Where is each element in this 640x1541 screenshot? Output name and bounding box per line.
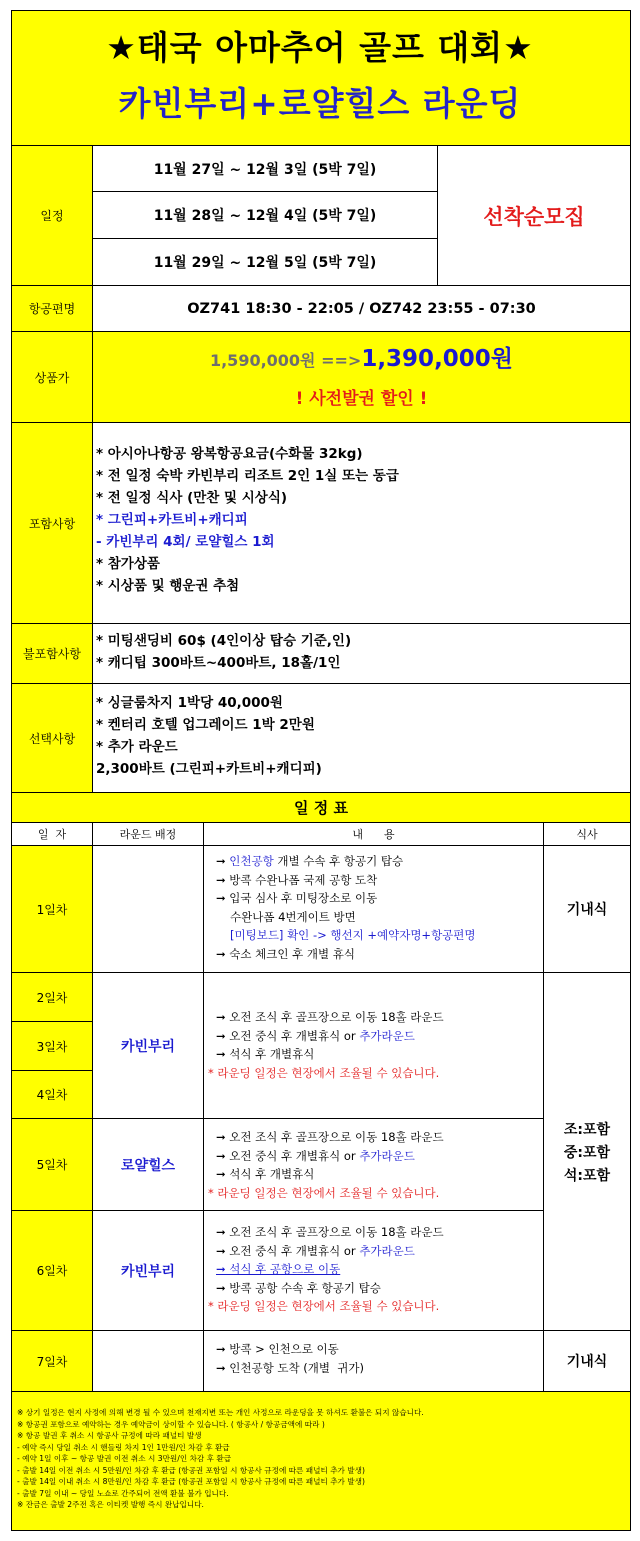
day1-content: ➞ 인천공항 개별 수속 후 항공기 탑승 ➞ 방콕 수완나폼 국제 공항 도착 ➞ 입국 심사 후 미팅장소로 이동 수완나폼 4번게이트 방면 [미팅보드] 확인 -> 행선지 +예약자명+항공편명 ➞ 숙소 체크인 후 개별 휴식 <box>216 854 476 961</box>
list-item: * 전 일정 식사 (만찬 및 시상식) <box>96 490 288 506</box>
schedule-date-2: 11월 28일 ~ 12월 4일 (5박 7일) <box>153 208 377 224</box>
page-title: ★태국 아마추어 골프 대회★ <box>106 28 534 67</box>
meal-days2-6: 조:포함 중:포함 석:포함 <box>563 1122 611 1184</box>
col-meal-header: 식사 <box>576 828 598 841</box>
page-subtitle: 카빈부리+로얄힐스 라운딩 <box>118 84 522 123</box>
day-3: 3일차 <box>36 1039 68 1054</box>
sale-price: 1,390,000원 <box>361 346 514 372</box>
day-2: 2일차 <box>36 990 68 1005</box>
excluded-label: 불포함사항 <box>23 647 81 661</box>
itinerary-title: 일 정 표 <box>294 799 348 817</box>
meal-day1: 기내식 <box>566 902 608 918</box>
included-list <box>96 443 399 597</box>
schedule-date-1: 11월 27일 ~ 12월 3일 (5박 7일) <box>153 161 377 178</box>
list-item: * 시상품 및 행운권 추첨 <box>96 578 240 594</box>
round-royal-hills: 로얄힐스 <box>120 1157 176 1174</box>
price-line <box>93 340 630 373</box>
list-item: * 캐디팁 300바트~400바트, 18홀/1인 <box>96 655 341 671</box>
notes-list: ※ 상기 일정은 현지 사정에 의해 변경 될 수 있으며 천재지변 또는 개인 사정으로 라운딩을 못 하셔도 환불은 되지 않습니다. ※ 항공권 포함으로 예약하는 경우 예약금이 상이할 수 있습니다. ( 항공사 / 항공금액에 따라 ) ※ 항공 발권 후 취소 시 항공사 규정에 따라 패널티 발생 - 예약 즉시 당일 취소 시 핸들링 차지 1인 1만원/인 차감 후 환급 - 예약 1일 이후 ~ 항공 발권 이전 취소 시 3만원/인 차감 후 환급 - 출발 14일 이전 취소 시 5만원/인 차감 후 환급 (항공권 포함일 시 항공사 규정에 따른 패널티 추가 발생) - 출발 14일 이내 취소 시 8만원/인 차감 후 환급 (항공권 포함일 시 항공사 규정에 따른 패널티 추가 발생) - 출발 7일 이내 ~ 당일 노쇼로 간주되어 전액 환불 불가 입니다. ※ 잔금은 출발 2주전 혹은 이티켓 발행 즉시 완납입니다. <box>17 1408 424 1509</box>
optional-label: 선택사항 <box>28 731 76 746</box>
round-kabinburi-2: 카빈부리 <box>120 1263 176 1280</box>
day-5: 5일차 <box>36 1158 68 1172</box>
excluded-list <box>96 630 351 674</box>
day2-4-content: ➞ 오전 조식 후 골프장으로 이동 18홀 라운드 ➞ 오전 중식 후 개별휴식 or 추가라운드 ➞ 석식 후 개별휴식 * 라운딩 일정은 현장에서 조율될 수 있습니다. <box>208 1010 444 1080</box>
list-item: * 추가 라운드 <box>96 739 178 755</box>
list-item: * 아시아나항공 왕복항공요금(수화물 32kg) <box>96 446 363 462</box>
price-arrow: ==> <box>315 351 362 370</box>
list-item: - 카빈부리 4회/ 로얄힐스 1회 <box>96 534 275 550</box>
list-item: 2,300바트 (그린피+카트비+캐디피) <box>96 761 322 777</box>
meal-day7: 기내식 <box>566 1354 608 1370</box>
list-item: * 전 일정 숙박 카빈부리 리조트 2인 1실 또는 동급 <box>96 468 399 484</box>
col-day-header: 일 자 <box>37 828 67 841</box>
day7-content: ➞ 방콕 > 인천으로 이동 ➞ 인천공항 도착 (개별 귀가) <box>216 1342 364 1375</box>
list-item: * 싱글룸차지 1박당 40,000원 <box>96 695 283 711</box>
schedule-date-3: 11월 29일 ~ 12월 5일 (5박 7일) <box>153 255 377 271</box>
day-7: 7일차 <box>36 1354 68 1369</box>
schedule-label: 일정 <box>40 209 64 223</box>
included-label: 포함사항 <box>28 516 76 531</box>
list-item: * 켄터리 호텔 업그레이드 1박 2만원 <box>96 717 315 733</box>
first-come-badge: 선착순모집 <box>483 204 585 229</box>
col-content-header: 내 용 <box>352 828 395 841</box>
list-item: * 참가상품 <box>96 556 160 572</box>
day-1: 1일차 <box>36 902 68 917</box>
original-price: 1,590,000원 <box>209 351 316 370</box>
list-item: * 미팅샌딩비 60$ (4인이상 탑승 기준,인) <box>96 633 352 649</box>
flight-info: OZ741 18:30 - 22:05 / OZ742 23:55 - 07:30 <box>187 300 536 317</box>
flight-label: 항공편명 <box>28 302 76 316</box>
day-6: 6일차 <box>36 1264 68 1278</box>
optional-list <box>96 692 322 780</box>
col-round-header: 라운드 배정 <box>119 828 177 841</box>
discount-note: ! 사전발권 할인 ! <box>295 389 428 409</box>
day5-content: ➞ 오전 조식 후 골프장으로 이동 18홀 라운드 ➞ 오전 중식 후 개별휴식 or 추가라운드 ➞ 석식 후 개별휴식 * 라운딩 일정은 현장에서 조율될 수 있습니다. <box>208 1130 444 1200</box>
day-4: 4일차 <box>36 1088 68 1102</box>
list-item: * 그린피+카트비+캐디피 <box>96 512 248 528</box>
price-label: 상품가 <box>34 370 70 385</box>
day6-content: ➞ 오전 조식 후 골프장으로 이동 18홀 라운드 ➞ 오전 중식 후 개별휴식 or 추가라운드 ➞ 석식 후 공항으로 이동 ➞ 방콕 공항 수속 후 항공기 탑승 * 라운딩 일정은 현장에서 조율될 수 있습니다. <box>208 1225 444 1313</box>
round-kabinburi-1: 카빈부리 <box>120 1038 176 1055</box>
